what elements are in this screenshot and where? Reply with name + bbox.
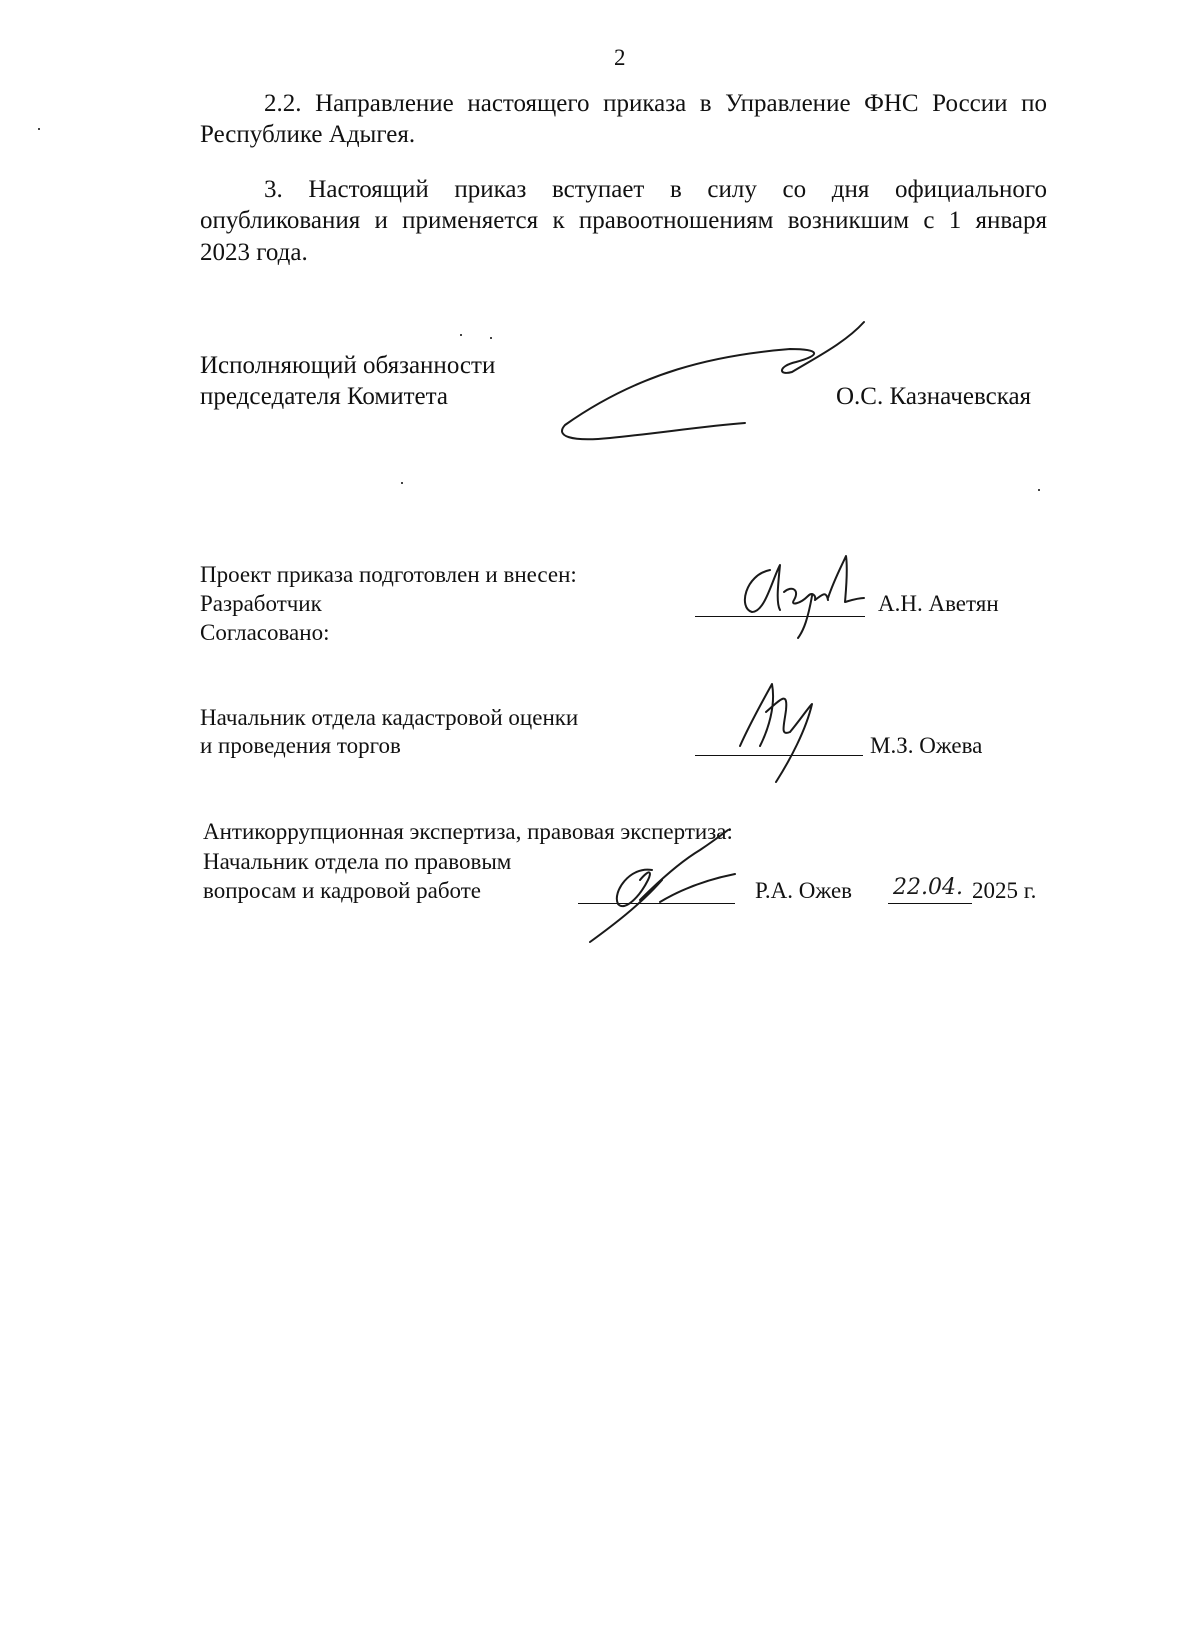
paragraph-2-2-line1: 2.2. Направление настоящего приказа в Управление ФНС России по — [264, 90, 1047, 117]
date-underline — [888, 903, 972, 904]
paragraph-3-line2: опубликования и применяется к правоотношениям возникшим с 1 января — [200, 207, 1047, 234]
paragraph-3-line1: 3. Настоящий приказ вступает в силу со дня официального — [264, 176, 1047, 203]
paragraph-3-line3: 2023 года. — [200, 239, 308, 266]
date-handwritten: 22.04. — [893, 875, 963, 900]
developer-label: Разработчик — [200, 591, 322, 616]
agreed-label: Согласовано: — [200, 620, 330, 645]
paragraph-2-2-line2: Республике Адыгея. — [200, 121, 416, 148]
scan-speck — [490, 337, 492, 339]
head-cadastral-line1: Начальник отдела кадастровой оценки — [200, 705, 579, 730]
signatory-title-line1: Исполняющий обязанности — [200, 352, 496, 379]
head-cadastral-line2: и проведения торгов — [200, 733, 401, 758]
scan-speck — [401, 482, 403, 484]
page-number: 2 — [614, 45, 626, 70]
head-cadastral-name: М.З. Ожева — [870, 733, 983, 758]
signatory-name: О.С. Казначевская — [836, 383, 1032, 410]
head-legal-line2: вопросам и кадровой работе — [203, 878, 482, 903]
developer-name: А.Н. Аветян — [878, 591, 999, 616]
head-legal-name: Р.А. Ожев — [755, 878, 853, 903]
scan-speck — [460, 334, 462, 336]
date-year: 2025 г. — [972, 878, 1037, 903]
head-legal-line1: Начальник отдела по правовым — [203, 849, 512, 874]
signatory-title-line2: председателя Комитета — [200, 383, 448, 410]
scan-speck — [1038, 489, 1040, 491]
expertise-label: Антикоррупционная экспертиза, правовая экспертиза: — [203, 819, 733, 844]
scan-speck — [38, 128, 40, 130]
project-label: Проект приказа подготовлен и внесен: — [200, 562, 577, 587]
